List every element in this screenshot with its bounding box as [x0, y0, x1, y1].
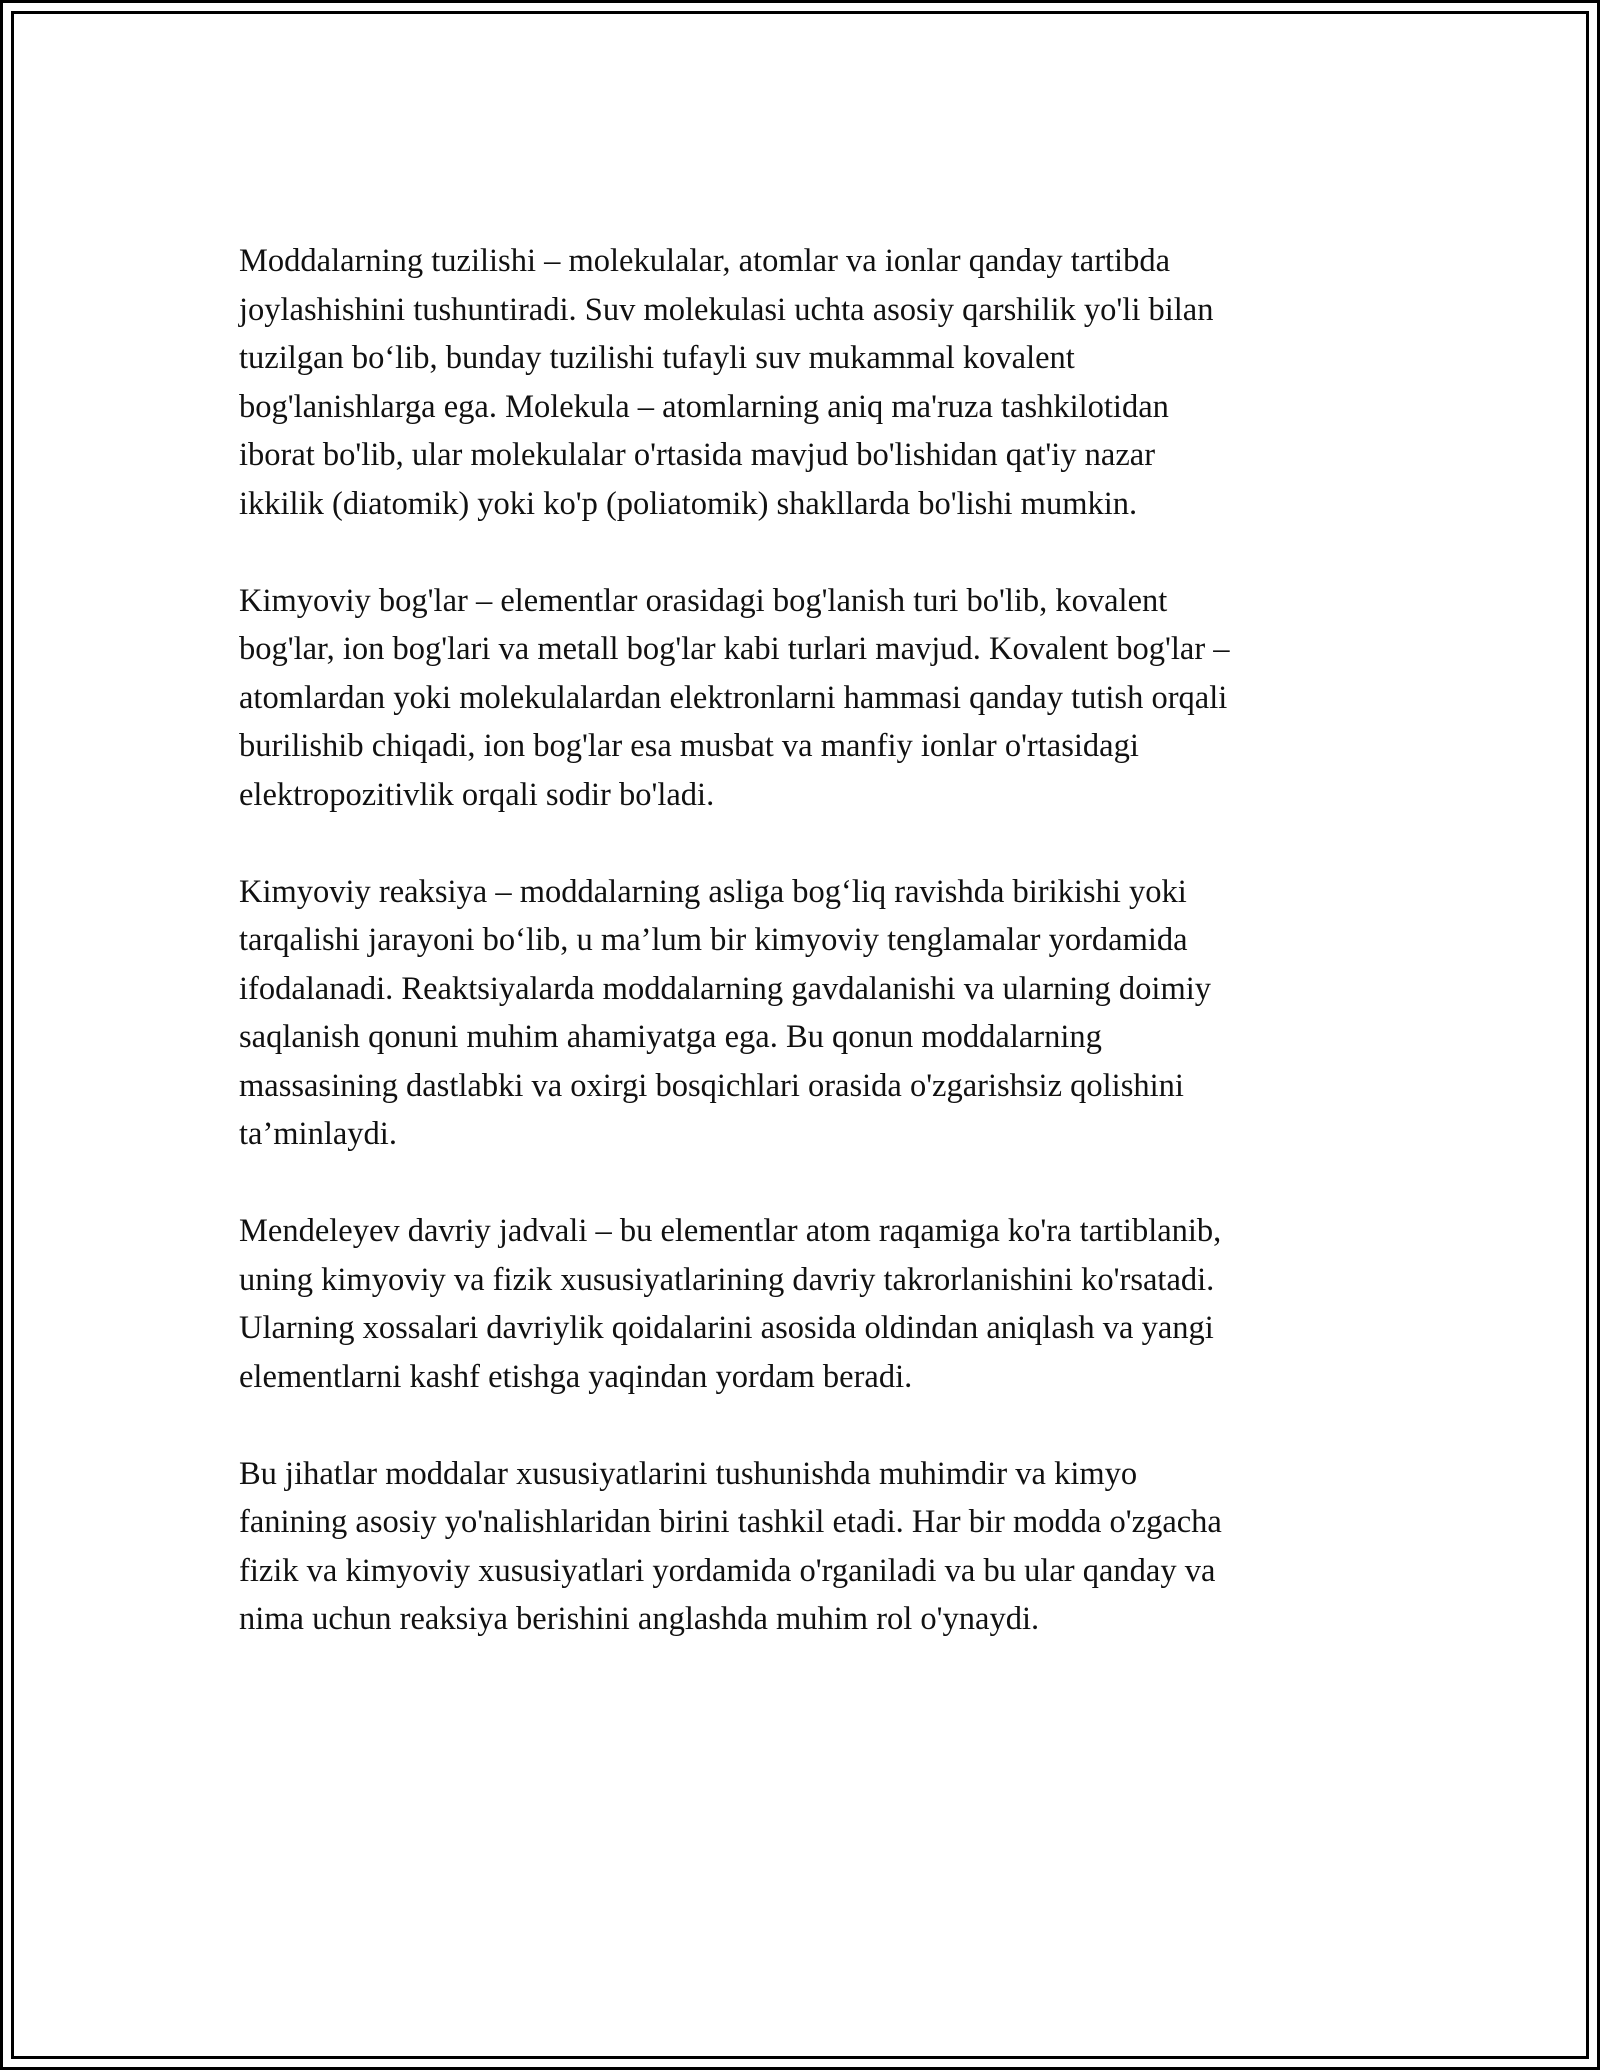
text-line: fizik va kimyoviy xususiyatlari yordamida o'rganiladi va bu ular qanday va — [239, 1552, 1216, 1589]
paragraph-conclusion — [239, 1450, 1369, 1644]
text-line: joylashishini tushuntiradi. Suv molekulasi uchta asosiy qarshilik yo'li bilan — [239, 291, 1214, 328]
text-line: bog'lar, ion bog'lari va metall bog'lar kabi turlari mavjud. Kovalent bog'lar – — [239, 631, 1230, 667]
paragraph-chemical-bonds — [239, 577, 1369, 820]
text-line: uning kimyoviy va fizik xususiyatlarining davriy takrorlanishini ko'rsatadi. — [239, 1261, 1215, 1298]
text-line: Kimyoviy reaksiya – moddalarning asliga bog‘liq ravishda birikishi yoki — [239, 873, 1187, 910]
text-line: atomlardan yoki molekulalardan elektronlarni hammasi qanday tutish orqali — [239, 679, 1228, 716]
text-line: ikkilik (diatomik) yoki ko'p (poliatomik) shakllarda bo'lishi mumkin. — [239, 485, 1138, 522]
document-body — [239, 237, 1369, 1692]
text-line: burilishib chiqadi, ion bog'lar esa musbat va manfiy ionlar o'rtasidagi — [239, 728, 1139, 764]
text-line: ta’minlaydi. — [239, 1116, 397, 1152]
text-line: iborat bo'lib, ular molekulalar o'rtasida mavjud bo'lishidan qat'iy nazar — [239, 437, 1156, 473]
paragraph-chemical-reaction — [239, 868, 1369, 1159]
text-line: nima uchun reaksiya berishini anglashda muhim rol o'ynaydi. — [239, 1601, 1040, 1637]
text-line: Mendeleyev davriy jadvali – bu elementlar atom raqamiga ko'ra tartiblanib, — [239, 1213, 1222, 1249]
text-line: fanining asosiy yo'nalishlaridan birini tashkil etadi. Har bir modda o'zgacha — [239, 1504, 1222, 1540]
text-line: saqlanish qonuni muhim ahamiyatga ega. Bu qonun moddalarning — [239, 1019, 1102, 1055]
text-line: Moddalarning tuzilishi – molekulalar, atomlar va ionlar qanday tartibda — [239, 243, 1170, 279]
text-line: Ularning xossalari davriylik qoidalarini asosida oldindan aniqlash va yangi — [239, 1310, 1214, 1346]
text-line: Kimyoviy bog'lar – elementlar orasidagi bog'lanish turi bo'lib, kovalent — [239, 582, 1168, 619]
text-line: tarqalishi jarayoni bo‘lib, u ma’lum bir kimyoviy tenglamalar yordamida — [239, 922, 1188, 958]
text-line: ifodalanadi. Reaktsiyalarda moddalarning gavdalanishi va ularning doimiy — [239, 970, 1212, 1007]
text-line: massasining dastlabki va oxirgi bosqichlari orasida o'zgarishsiz qolishini — [239, 1067, 1184, 1104]
text-line: elektropozitivlik orqali sodir bo'ladi. — [239, 776, 715, 813]
paragraph-periodic-table — [239, 1207, 1369, 1401]
text-line: elementlarni kashf etishga yaqindan yordam beradi. — [239, 1358, 913, 1395]
text-line: tuzilgan bo‘lib, bunday tuzilishi tufayli suv mukammal kovalent — [239, 340, 1075, 376]
text-line: Bu jihatlar moddalar xususiyatlarini tushunishda muhimdir va kimyo — [239, 1455, 1138, 1492]
paragraph-molecular-structure — [239, 237, 1369, 528]
text-line: bog'lanishlarga ega. Molekula – atomlarning aniq ma'ruza tashkilotidan — [239, 388, 1169, 425]
